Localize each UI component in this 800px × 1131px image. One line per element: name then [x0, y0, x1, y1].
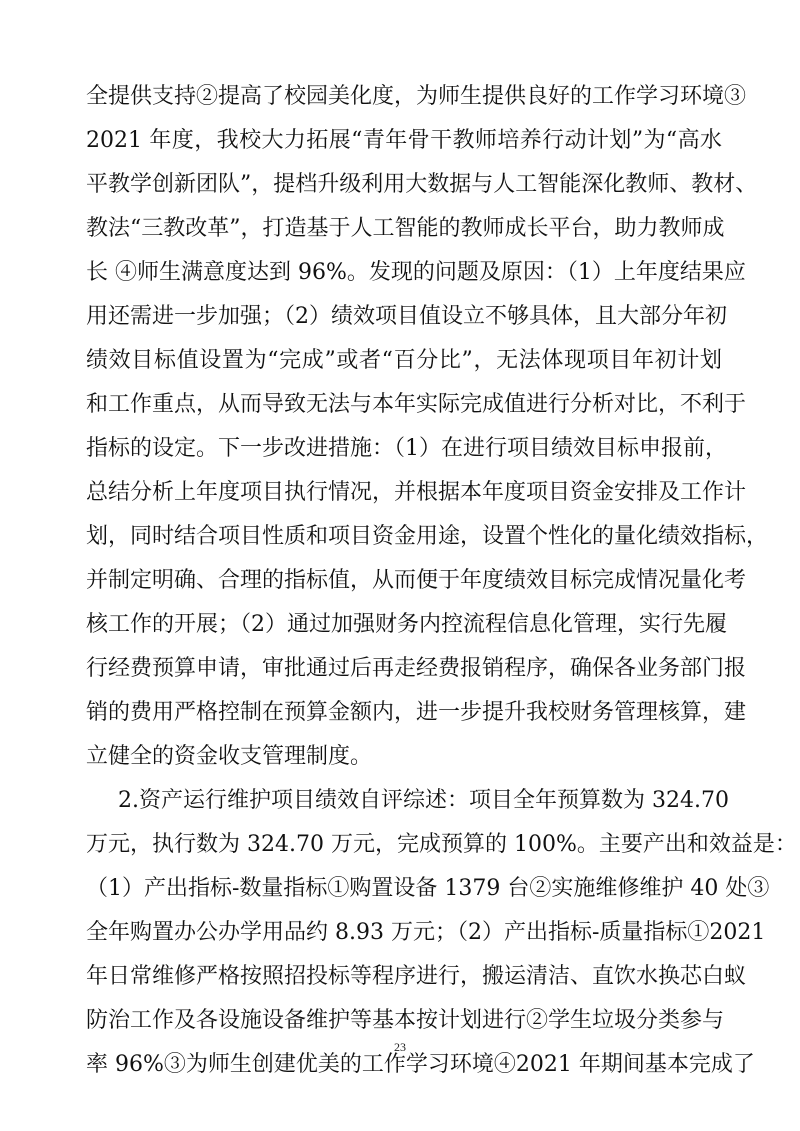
text-line-14: 行经费预算申请，审批通过后再走经费报销程序，确保各业务部门报: [86, 656, 747, 681]
text-line-19: （1）产出指标-数量指标①购置设备 1379 台②实施维修维护 40 处③: [86, 876, 770, 901]
text-line-10: 总结分析上年度项目执行情况，并根据本年度项目资金安排及工作计: [86, 480, 747, 505]
text-line-7: 绩效目标值设置为“完成”或者“百分比”，无法体现项目年初计划: [86, 348, 722, 373]
text-line-11: 划，同时结合项目性质和项目资金用途，设置个性化的量化绩效指标，: [86, 524, 769, 549]
text-line-5: 长 ④师生满意度达到 96%。发现的问题及原因：（1）上年度结果应: [86, 260, 746, 285]
text-line-16: 立健全的资金收支管理制度。: [86, 744, 373, 769]
text-line-1: 全提供支持②提高了校园美化度，为师生提供良好的工作学习环境③: [86, 84, 747, 109]
page-number: 23: [394, 1040, 406, 1054]
text-line-18: 万元，执行数为 324.70 万元，完成预算的 100%。主要产出和效益是：: [86, 832, 797, 857]
text-line-8: 和工作重点，从而导致无法与本年实际完成值进行分析对比，不利于: [86, 392, 747, 417]
text-line-9: 指标的设定。下一步改进措施：（1）在进行项目绩效目标申报前，: [86, 436, 727, 461]
text-line-6: 用还需进一步加强；（2）绩效项目值设立不够具体，且大部分年初: [86, 304, 727, 329]
text-line-13: 核工作的开展；（2）通过加强财务内控流程信息化管理，实行先履: [86, 612, 727, 637]
text-line-21: 年日常维修严格按照招投标等程序进行，搬运清洁、直饮水换芯白蚁: [86, 964, 747, 989]
text-line-12: 并制定明确、合理的指标值，从而便于年度绩效目标完成情况量化考: [86, 568, 747, 593]
text-line-22: 防治工作及各设施设备维护等基本按计划进行②学生垃圾分类参与: [86, 1008, 725, 1033]
text-line-15: 销的费用严格控制在预算金额内，进一步提升我校财务管理核算，建: [86, 700, 747, 725]
text-line-2: 2021 年度，我校大力拓展“青年骨干教师培养行动计划”为“高水: [86, 128, 722, 153]
text-line-4: 教法“三教改革”，打造基于人工智能的教师成长平台，助力教师成: [86, 216, 725, 241]
text-line-3: 平教学创新团队”，提档升级利用大数据与人工智能深化教师、教材、: [86, 172, 758, 197]
text-line-20: 全年购置办公办学用品约 8.93 万元；（2）产出指标-质量指标①2021: [86, 920, 766, 945]
text-line-17: 2.资产运行维护项目绩效自评综述：项目全年预算数为 324.70: [118, 788, 729, 813]
text-line-23: 率 96%③为师生创建优美的工作学习环境④2021 年期间基本完成了: [86, 1052, 755, 1077]
